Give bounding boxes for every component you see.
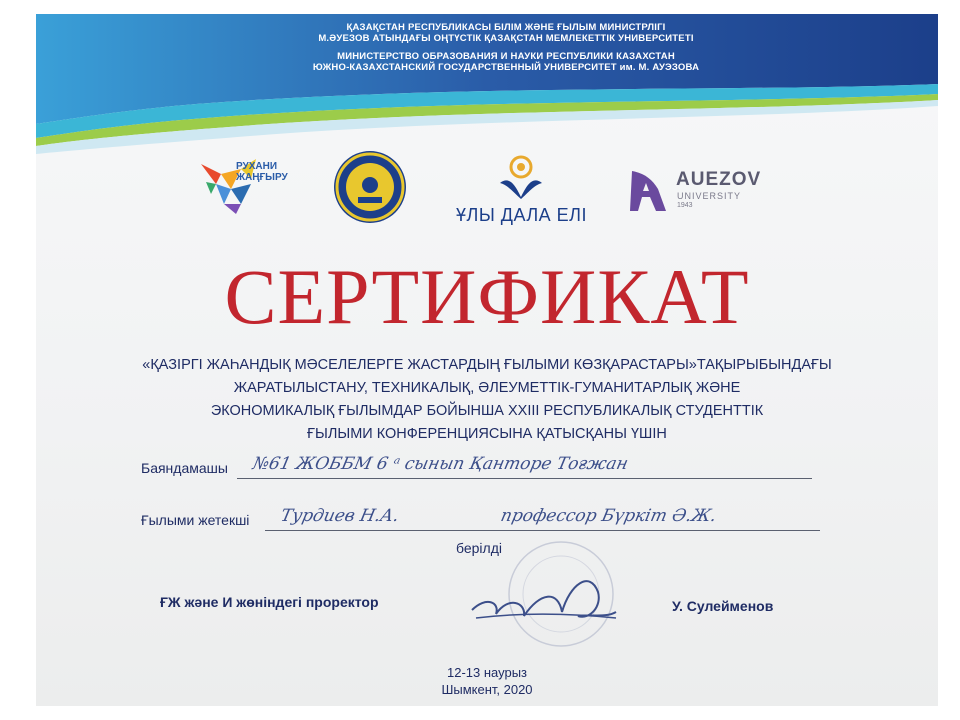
- prorector-title: ҒЖ және И жөніндегі проректор: [160, 594, 379, 610]
- auezov-logo-icon: [628, 167, 670, 213]
- advisor-label: Ғылыми жетекші: [141, 512, 250, 528]
- auezov-name: AUEZOV: [676, 169, 762, 190]
- certificate-title: СЕРТИФИКАТ: [224, 253, 750, 340]
- speaker-field: [141, 456, 841, 480]
- description-line-3: ЭКОНОМИКАЛЫҚ ҒЫЛЫМДАР БОЙЫНША XXIII РЕСПУБЛИКАЛЫҚ СТУДЕНТТІК: [210, 403, 764, 419]
- stamp-signature-icon: [466, 532, 626, 652]
- ministry-seal-icon: [332, 149, 408, 225]
- header-text: [226, 22, 786, 73]
- logos-row: [36, 149, 938, 244]
- header-ru-line-2: ЮЖНО-КАЗАХСТАНСКИЙ ГОСУДАРСТВЕННЫЙ УНИВЕРСИТЕТ им. М. АУЭЗОВА: [312, 62, 700, 73]
- auezov-year: 1943: [677, 202, 693, 209]
- header-kz-line-2: М.ӘУЕЗОВ АТЫНДАҒЫ ОҢТҮСТІК ҚАЗАҚСТАН МЕМЛЕКЕТТІК УНИВЕРСИТЕТІ: [318, 33, 694, 44]
- footer-date: 12-13 наурыз: [446, 665, 527, 680]
- footer: [36, 664, 938, 698]
- rukhani-line-2: ЖАҢҒЫРУ: [236, 172, 288, 183]
- berildi-text: берілді: [456, 540, 502, 556]
- advisor-field: [141, 508, 861, 532]
- footer-place: Шымкент, 2020: [441, 682, 533, 697]
- rukhani-logo-text: [236, 161, 288, 183]
- certificate: [36, 14, 938, 706]
- header-ru-line-1: МИНИСТЕРСТВО ОБРАЗОВАНИЯ И НАУКИ РЕСПУБЛИКИ КАЗАХСТАН: [337, 51, 675, 62]
- advisor-handwriting-2: профессор Бүркіт Ә.Ж.: [498, 506, 719, 526]
- uly-dala-text: ҰЛЫ ДАЛА ЕЛІ: [456, 205, 587, 225]
- speaker-handwriting: №61 ЖОББМ 6 ᵃ сынып Қанторе Тоғжан: [250, 454, 630, 474]
- signer-name: У. Сулейменов: [672, 598, 774, 614]
- description-line-4: ҒЫЛЫМИ КОНФЕРЕНЦИЯСЫНА ҚАТЫСҚАНЫ ҮШІН: [307, 426, 667, 442]
- description-line-1: «ҚАЗІРГІ ЖАҺАНДЫҚ МӘСЕЛЕЛЕРГЕ ЖАСТАРДЫҢ ҒЫЛЫМИ КӨЗҚАРАСТАРЫ»ТАҚЫРЫБЫНДАҒЫ: [142, 357, 832, 373]
- auezov-sub: UNIVERSITY: [677, 191, 742, 201]
- speaker-label: Баяндамашы: [141, 460, 228, 476]
- description-line-2: ЖАРАТЫЛЫСТАНУ, ТЕХНИКАЛЫҚ, ӘЛЕУМЕТТІК-ГУМАНИТАРЛЫҚ ЖӘНЕ: [233, 380, 741, 396]
- certificate-description: [96, 354, 878, 446]
- rukhani-line-1: РУХАНИ: [236, 161, 278, 172]
- header-kz-line-1: ҚАЗАҚСТАН РЕСПУБЛИКАСЫ БІЛІМ ЖӘНЕ ҒЫЛЫМ МИНИСТРЛІГІ: [346, 22, 666, 33]
- uly-dala-emblem-icon: [494, 153, 548, 201]
- advisor-handwriting-1: Турдиев Н.А.: [278, 506, 401, 526]
